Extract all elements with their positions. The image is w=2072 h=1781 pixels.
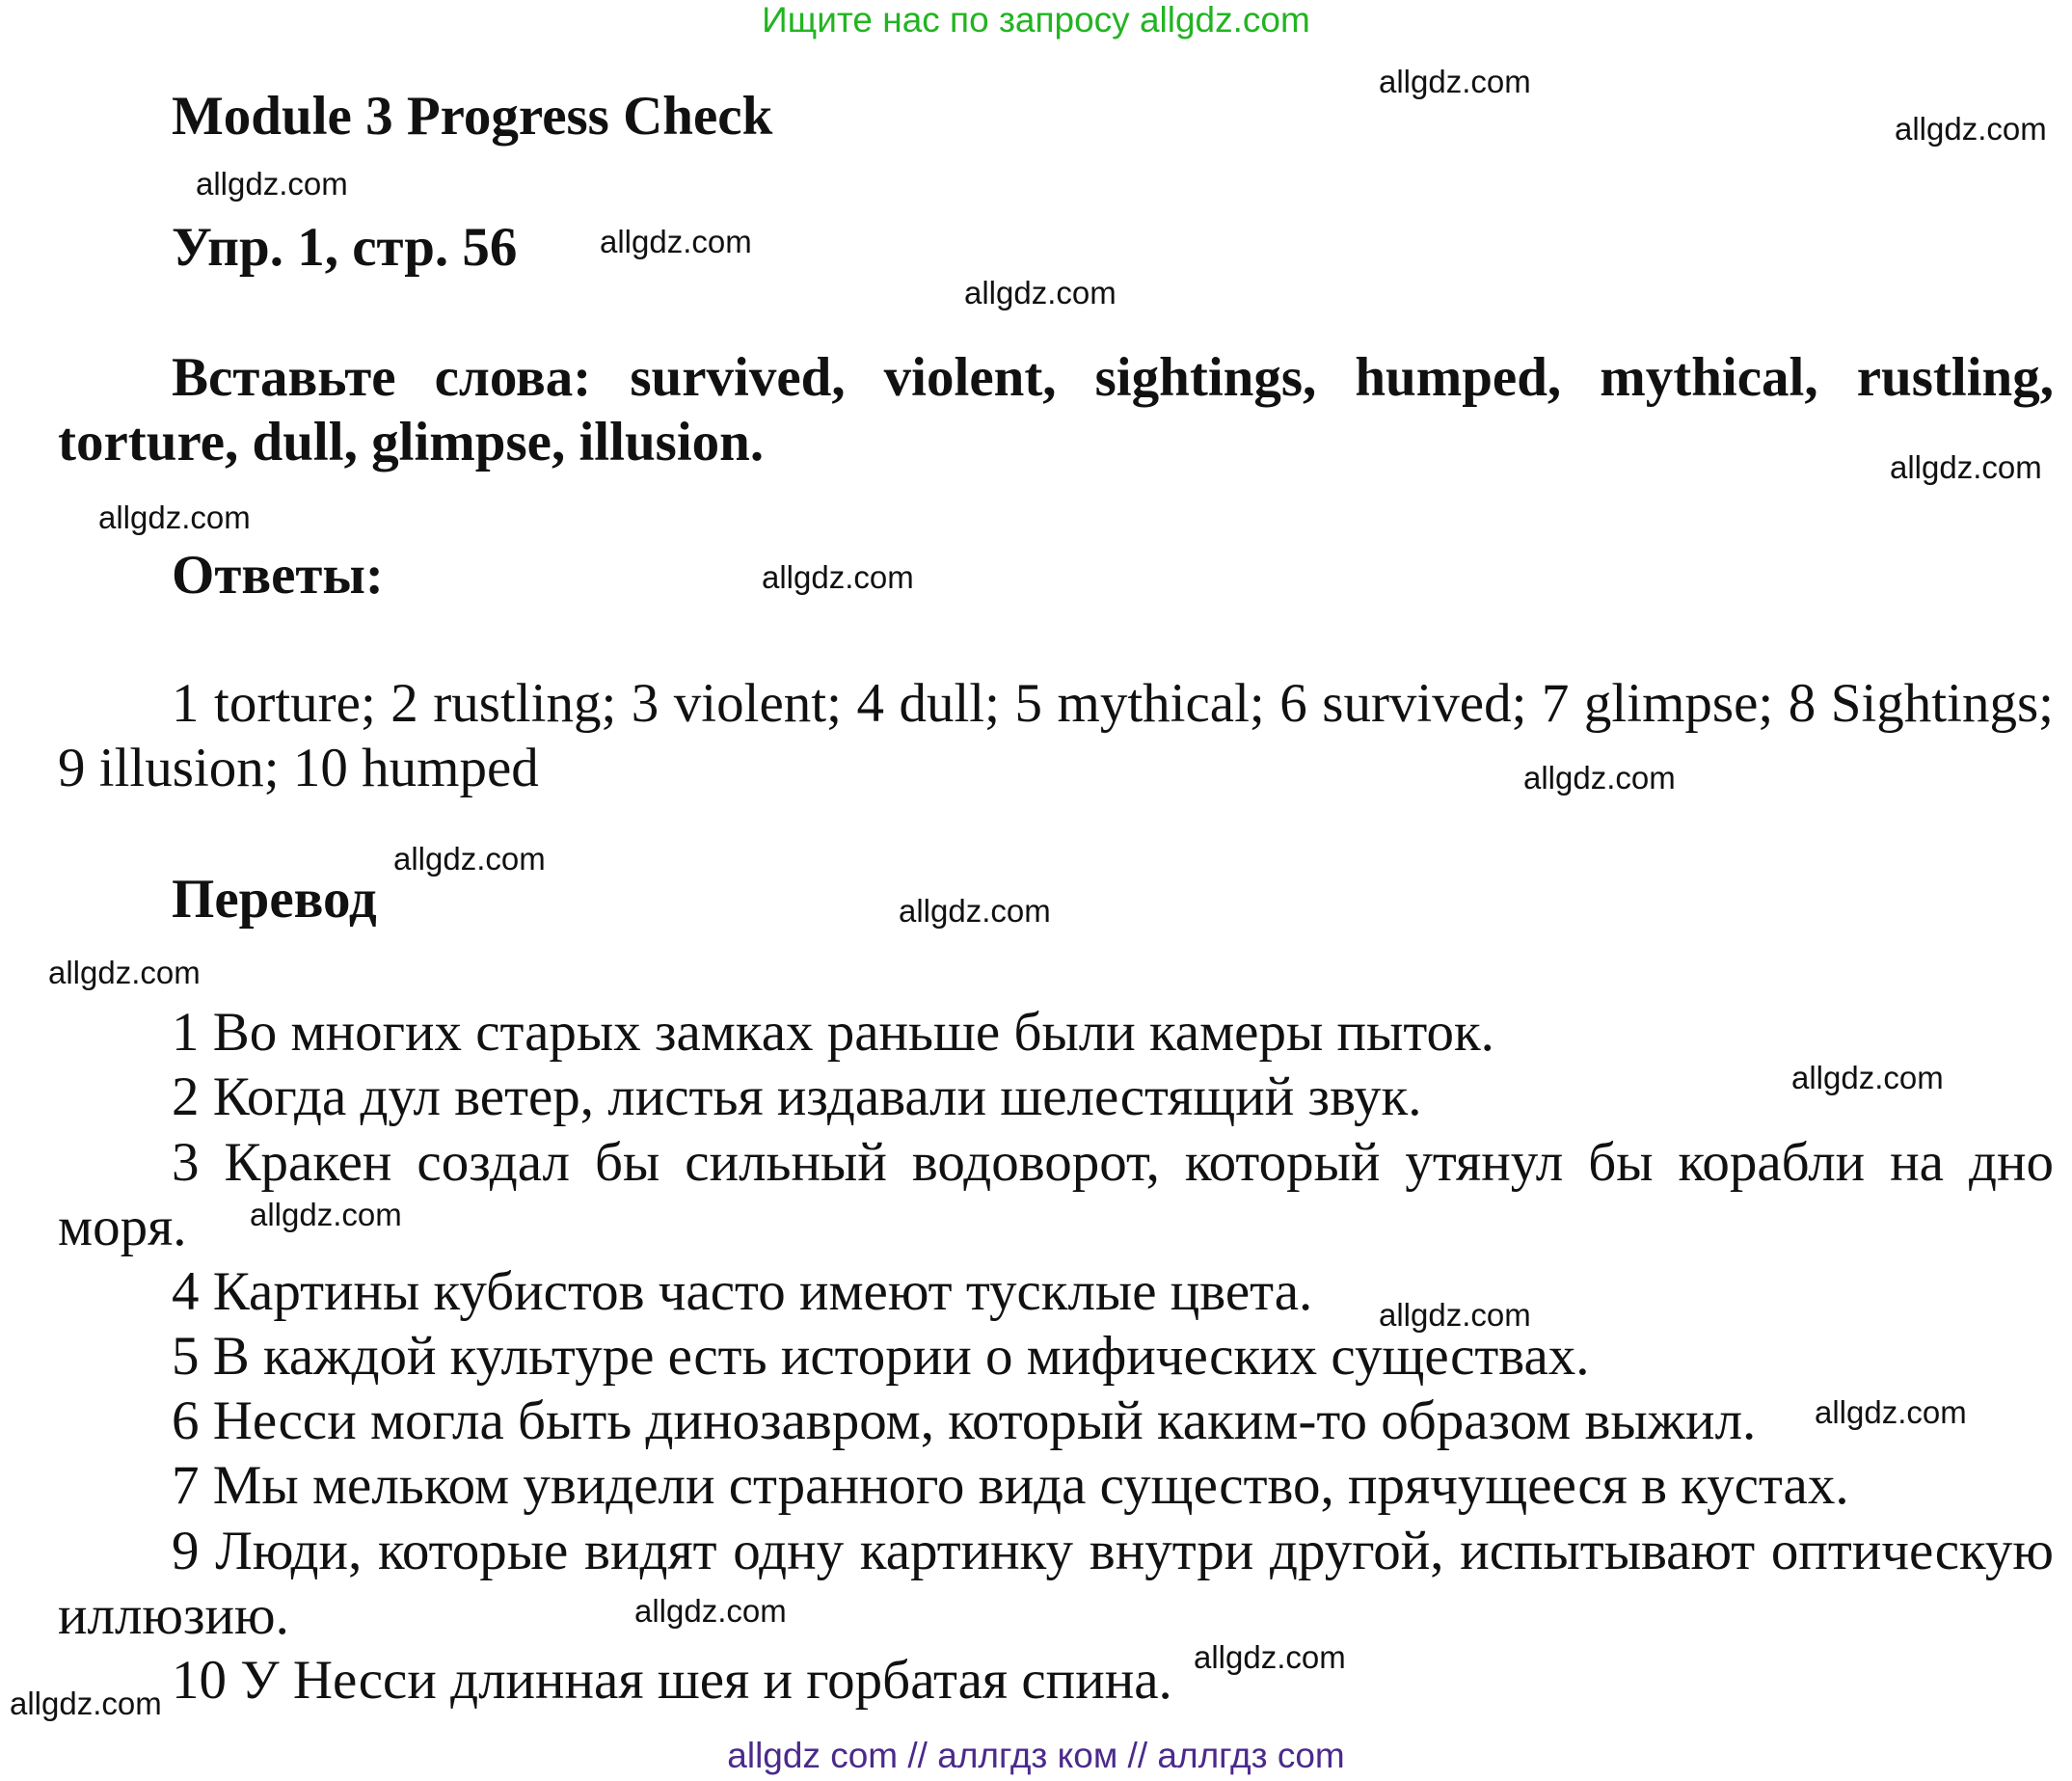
watermark: allgdz.com [899,893,1051,929]
task-text: Вставьте слова: survived, violent, sightings, humped, mythical, rustling, torture, dull, glimpse, illusion. [58,347,2054,472]
watermark: allgdz.com [196,166,348,202]
watermark: allgdz.com [1523,760,1676,796]
watermark: allgdz.com [48,955,201,990]
watermark: allgdz.com [600,224,752,259]
watermark: allgdz.com [762,559,914,595]
answers-heading: Ответы: [172,545,384,606]
watermark: allgdz.com [393,841,546,877]
translation-line-5: 5 В каждой культуре есть истории о мифических существах. [172,1326,1590,1387]
exercise-heading: Упр. 1, стр. 56 [172,217,518,278]
watermark: allgdz.com [1379,1297,1531,1333]
watermark: allgdz.com [964,275,1117,310]
watermark: allgdz.com [10,1686,162,1721]
watermark: allgdz.com [98,499,251,535]
translation-line-9: 9 Люди, которые видят одну картинку внутри другой, испытывают оптическую иллюзию. [58,1521,2054,1646]
watermark: allgdz.com [1815,1394,1967,1430]
translation-line-7: 7 Мы мельком увидели странного вида существо, прячущееся в кустах. [172,1455,1849,1516]
watermark: allgdz.com [1895,111,2047,147]
watermark: allgdz.com [1379,64,1531,99]
page-title: Module 3 Progress Check [172,86,773,147]
translation-line-3: 3 Кракен создал бы сильный водоворот, который утянул бы корабли на дно моря. [58,1132,2054,1257]
translation-line-4: 4 Картины кубистов часто имеют тусклые цвета. [172,1261,1313,1322]
top-banner[interactable]: Ищите нас по запросу allgdz.com [762,0,1310,40]
translation-line-1: 1 Во многих старых замках раньше были камеры пыток. [172,1002,1494,1063]
watermark: allgdz.com [634,1593,787,1629]
translation-line-10: 10 У Несси длинная шея и горбатая спина. [172,1650,1172,1711]
watermark: allgdz.com [1791,1060,1944,1095]
answers-text: 1 torture; 2 rustling; 3 violent; 4 dull; 5 mythical; 6 survived; 7 glimpse; 8 Sightings; 9 illusion; 10 humped [58,673,2054,798]
translation-line-2: 2 Когда дул ветер, листья издавали шелестящий звук. [172,1066,1422,1127]
watermark: allgdz.com [1194,1639,1346,1675]
translation-line-6: 6 Несси могла быть динозавром, который каким-то образом выжил. [172,1390,1757,1451]
watermark: allgdz.com [250,1197,402,1232]
translation-heading: Перевод [172,869,377,930]
footer-links[interactable]: allgdz com // аллгдз ком // аллгдз com [727,1736,1345,1775]
watermark: allgdz.com [1890,449,2042,485]
